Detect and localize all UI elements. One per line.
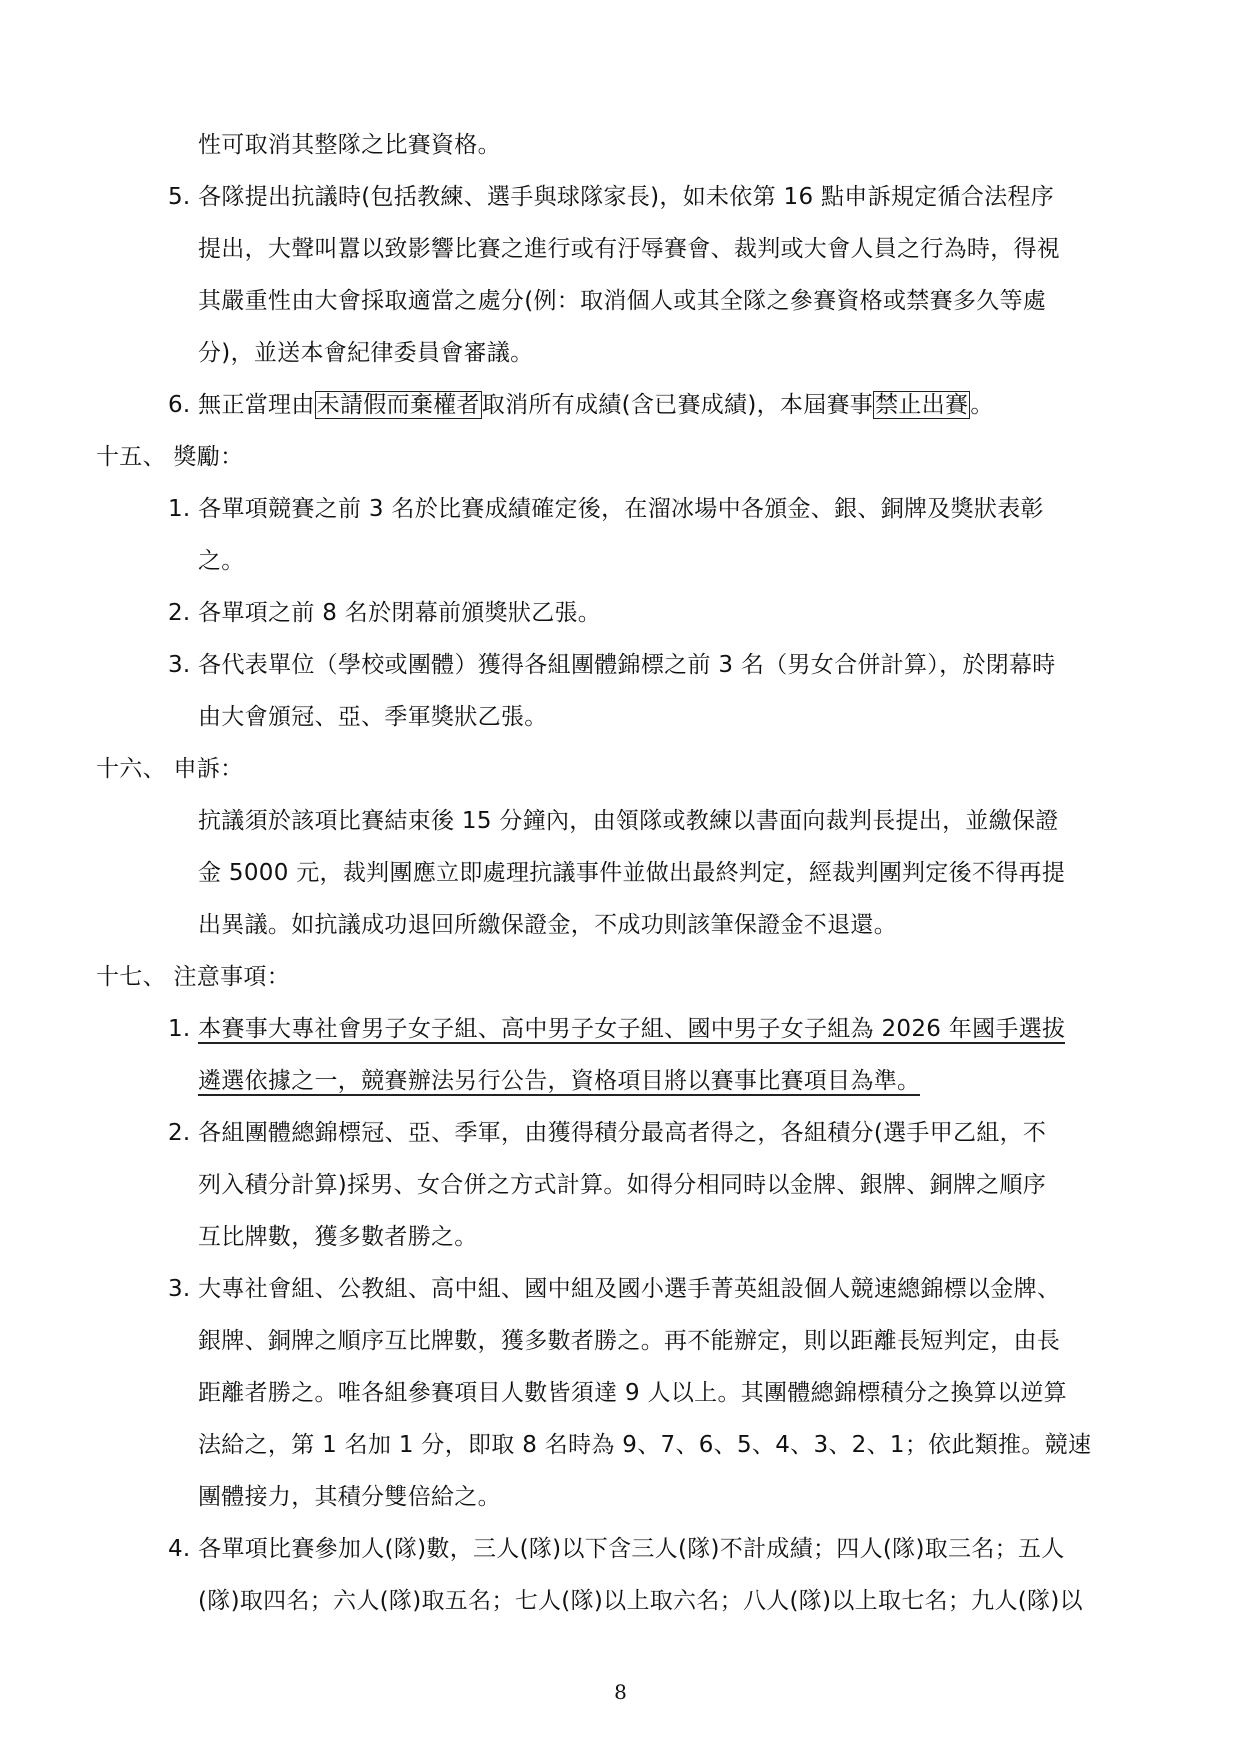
text-span: 。: [970, 392, 994, 418]
list-item-1: [168, 1012, 1065, 1046]
text-line: 提出，大聲叫囂以致影響比賽之進行或有汙辱賽會、裁判或大會人員之行為時，得視: [198, 236, 1061, 262]
underlined-text: 遴選依據之一，競賽辦法另行公告，資格項目將以賽事比賽項目為準。: [198, 1068, 921, 1094]
text-line: 分)，並送本會紀律委員會審議。: [198, 340, 534, 366]
text-line: 性可取消其整隊之比賽資格。: [198, 132, 501, 158]
text-line: 團體接力，其積分雙倍給之。: [198, 1484, 501, 1510]
list-item-2: 2. 各組團體總錦標冠、亞、季軍，由獲得積分最高者得之，各組積分(選手甲乙組，不: [168, 1120, 1047, 1146]
text-line: 互比牌數，獲多數者勝之。: [198, 1224, 478, 1250]
text-line: 抗議須於該項比賽結束後 15 分鐘內，由領隊或教練以書面向裁判長提出，並繳保證: [198, 808, 1059, 834]
text-line: 距離者勝之。唯各組參賽項目人數皆須達 9 人以上。其團體總錦標積分之換算以逆算: [198, 1380, 1067, 1406]
list-item-2: 2. 各單項之前 8 名於閉幕前頒獎狀乙張。: [168, 600, 602, 626]
text-line: 金 5000 元，裁判團應立即處理抗議事件並做出最終判定，經裁判團判定後不得再提: [198, 860, 1066, 886]
text-line: 法給之，第 1 名加 1 分，即取 8 名時為 9、7、6、5、4、3、2、1；依此類推。競速: [198, 1432, 1092, 1458]
section-heading: 十五、 獎勵：: [96, 444, 244, 470]
text-span: 6. 無正當理由: [168, 392, 315, 418]
text-line: [198, 1064, 920, 1098]
boxed-text: 未請假而棄權者: [316, 392, 480, 418]
text-span: 取消所有成績(含已賽成績)，本屆賽事: [481, 392, 874, 418]
list-item-6: [168, 388, 994, 422]
text-line: 銀牌、銅牌之順序互比牌數，獲多數者勝之。再不能辦定，則以距離長短判定，由長: [198, 1328, 1061, 1354]
list-item-1: 1. 各單項競賽之前 3 名於比賽成績確定後，在溜冰場中各頒金、銀、銅牌及獎狀表彰: [168, 496, 1044, 522]
text-span: 1.: [168, 1016, 199, 1042]
text-line: 列入積分計算)採男、女合併之方式計算。如得分相同時以金牌、銀牌、銅牌之順序: [198, 1172, 1047, 1198]
page-number: 8: [614, 1680, 627, 1704]
text-line: 之。: [198, 548, 245, 574]
text-line: 出異議。如抗議成功退回所繳保證金，不成功則該筆保證金不退還。: [198, 912, 897, 938]
section-heading: 十七、 注意事項：: [96, 964, 291, 990]
list-item-3: 3. 大專社會組、公教組、高中組、國中組及國小選手菁英組設個人競速總錦標以金牌、: [168, 1276, 1061, 1302]
list-item-4: 4. 各單項比賽參加人(隊)數，三人(隊)以下含三人(隊)不計成績；四人(隊)取三名；五人: [168, 1536, 1065, 1562]
boxed-text: 禁止出賽: [875, 392, 969, 418]
list-item-3: 3. 各代表單位（學校或團體）獲得各組團體錦標之前 3 名（男女合併計算），於閉幕時: [168, 652, 1056, 678]
underlined-text: 本賽事大專社會男子女子組、高中男子女子組、國中男子女子組為 2026 年國手選拔: [198, 1016, 1066, 1042]
list-item-5: 5. 各隊提出抗議時(包括教練、選手與球隊家長)，如未依第 16 點申訴規定循合法程序: [168, 184, 1054, 210]
text-line: 其嚴重性由大會採取適當之處分(例：取消個人或其全隊之參賽資格或禁賽多久等處: [198, 288, 1047, 314]
section-heading: 十六、 申訴：: [96, 756, 244, 782]
text-line: 由大會頒冠、亞、季軍獎狀乙張。: [198, 704, 548, 730]
text-line: (隊)取四名；六人(隊)取五名；七人(隊)以上取六名；八人(隊)以上取七名；九人(隊)以: [198, 1588, 1083, 1614]
